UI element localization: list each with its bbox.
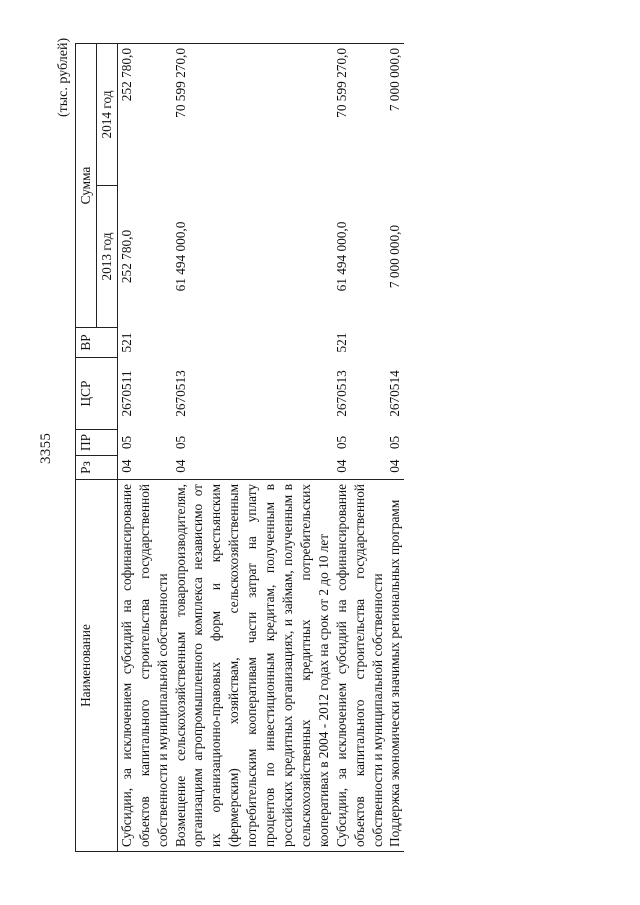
row-rz: 04 [387, 459, 403, 473]
row-pr: 05 [172, 435, 188, 450]
row-csr: 2670513 [172, 370, 188, 417]
table-row [333, 44, 387, 852]
row-name: Возмещение сельскохозяйственным товаропроизводителям, организациям агропромышленного комплекса независимо от их организационно-правовых форм и крестьянским (фермерским) хозяйствам, сельскохозяйственным потребительским кооперативам части затрат на уплату процентов по инвестиционным кредитам, полученным в российских кредитных организациях, и займам, полученным в сельскохозяйственных кредитных потребительских кооперативах в 2004 - 2012 годах на срок от 2 до 10 лет [172, 480, 333, 852]
row-vr: 521 [333, 332, 349, 353]
header-sum: Сумма [76, 44, 97, 328]
row-vr [172, 328, 333, 358]
row-2014: 70 599 270,0 [333, 44, 387, 186]
page-number: 3355 [38, 432, 54, 464]
row-csr: 2670514 [387, 370, 403, 417]
row-name: Поддержка экономически значимых региональных программ [386, 480, 404, 852]
table-header [76, 44, 118, 852]
row-2013: 61 494 000,0 [333, 221, 349, 292]
row-csr: 2670511 [118, 370, 134, 417]
row-rz: 04 [118, 459, 134, 473]
header-csr: ЦСР [76, 358, 118, 430]
header-rz: Рз [76, 456, 118, 480]
row-name: Субсидии, за исключением субсидий на софинансирование объектов капитального строительства государственной собственности и муниципальной собственности [333, 480, 387, 852]
row-2013: 61 494 000,0 [172, 221, 188, 292]
row-vr [386, 328, 404, 358]
header-year-2014: 2014 год [96, 44, 117, 186]
row-vr: 521 [118, 332, 134, 353]
budget-table [75, 43, 404, 852]
row-2014: 7 000 000,0 [386, 44, 404, 186]
row-2013: 252 780,0 [118, 229, 134, 284]
row-pr: 05 [118, 435, 134, 450]
units-label: (тыс. рублей) [56, 37, 71, 117]
row-pr: 05 [387, 435, 403, 450]
row-name: Субсидии, за исключением субсидий на софинансирование объектов капитального строительства государственной собственности и муниципальной собственности [117, 480, 171, 852]
row-rz: 04 [172, 459, 188, 473]
header-name: Наименование [76, 480, 118, 852]
header-vr: ВР [76, 328, 118, 358]
row-2014: 70 599 270,0 [172, 44, 333, 186]
row-rz: 04 [333, 459, 349, 473]
table-row [386, 44, 404, 852]
row-pr: 05 [333, 435, 349, 450]
header-pr: ПР [76, 430, 118, 456]
row-2014: 252 780,0 [117, 44, 171, 186]
row-csr: 2670513 [333, 370, 349, 417]
table-row [117, 44, 171, 852]
row-2013: 7 000 000,0 [387, 224, 403, 289]
header-year-2013: 2013 год [96, 186, 117, 328]
table-row [172, 44, 333, 852]
